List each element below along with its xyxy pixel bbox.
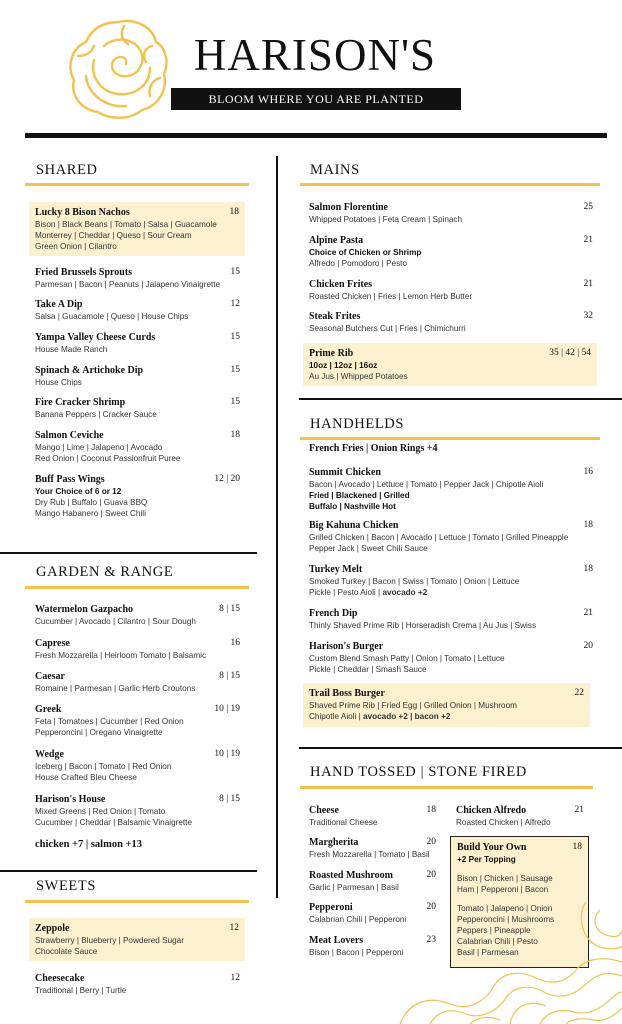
item-description: Smoked Turkey | Bacon | Swiss | Tomato | Onion | Lettuce [309, 577, 520, 586]
menu-item [309, 804, 436, 828]
item-price: 32 [583, 311, 593, 321]
item-name: Alpine Pasta [309, 235, 364, 246]
item-price: 18 [230, 430, 240, 440]
topping-list: Pepperoncini | Mushrooms [457, 915, 555, 924]
item-name: Harison's House [35, 794, 106, 805]
item-price: 8 | 15 [219, 604, 240, 614]
item-description: Bison | Black Beans | Tomato | Salsa | Guacamole [35, 220, 217, 229]
topping-list: Tomato | Jalapeno | Onion [457, 904, 553, 913]
section-underline [25, 183, 249, 186]
item-upcharge: avocado +2 | bacon +2 [363, 712, 451, 721]
item-name: Buff Pass Wings [35, 474, 105, 485]
item-name: Steak Frites [309, 311, 361, 322]
menu-item [35, 793, 240, 828]
item-description: Chocolate Sauce [35, 947, 98, 956]
section-title-mains: MAINS [310, 162, 360, 178]
item-name: Lucky 8 Bison Nachos [35, 207, 130, 218]
item-name: Yampa Valley Cheese Curds [35, 332, 156, 343]
item-description: Red Onion | Coconut Passionfruit Puree [35, 454, 181, 463]
item-price: 21 [583, 608, 593, 618]
menu-item [35, 473, 240, 519]
item-price: 21 [583, 235, 593, 245]
item-price: 21 [574, 805, 584, 815]
item-price: 25 [583, 202, 593, 212]
item-description: Mango Habanero | Sweet Chili [35, 509, 146, 518]
item-name: Fire Cracker Shrimp [35, 397, 126, 408]
item-description: Roasted Chicken | Fries | Lemon Herb Butter [309, 292, 473, 301]
item-option: +2 Per Topping [457, 855, 516, 864]
item-description: Fresh Mozzarella | Tomato | Basil [309, 850, 430, 859]
item-name: Prime Rib [309, 348, 354, 359]
section-title-garden: GARDEN & RANGE [36, 564, 174, 580]
item-description: Traditional | Berry | Turtle [35, 986, 127, 995]
menu-item [35, 972, 240, 996]
item-price: 18 [583, 564, 593, 574]
item-description: Cucumber | Cheddar | Balsamic Vinaigrette [35, 818, 193, 827]
section-divider [0, 870, 257, 872]
item-name: Meat Lovers [309, 935, 364, 946]
handheld-sides: French Fries | Onion Rings +4 [309, 443, 438, 454]
item-description-text: Pickle | Pesto Aioli | [309, 588, 383, 597]
menu-item [309, 466, 593, 512]
item-name: Take A Dip [35, 299, 83, 310]
item-price: 22 [574, 688, 584, 698]
item-price: 18 [583, 520, 593, 530]
item-name: Trail Boss Burger [309, 688, 385, 699]
section-divider [299, 747, 622, 749]
item-description: House Crafted Bleu Cheese [35, 773, 137, 782]
topping-list: Basil | Parmesan [457, 948, 519, 957]
item-description: Green Onion | Cilantro [35, 242, 117, 251]
item-name: Cheesecake [35, 973, 85, 984]
section-divider [299, 398, 622, 400]
menu-item [35, 637, 240, 661]
menu-item [309, 869, 436, 893]
item-name: Caesar [35, 671, 65, 682]
item-description: Pepperoncini | Oregano Vinaigrette [35, 728, 163, 737]
item-description: Cucumber | Avocado | Cilantro | Sour Dough [35, 617, 196, 626]
section-underline [300, 183, 600, 186]
topping-list: Ham | Pepperoni | Bacon [457, 885, 549, 894]
item-description: Whipped Potatoes | Feta Cream | Spinach [309, 215, 463, 224]
item-option: Choice of Chicken or Shrimp [309, 248, 422, 257]
section-underline [25, 586, 249, 589]
item-name: Build Your Own [457, 842, 527, 853]
section-divider [0, 552, 257, 554]
item-description: Romaine | Parmesan | Garlic Herb Croutons [35, 684, 196, 693]
menu-item [35, 703, 240, 738]
topping-list: Peppers | Pineapple [457, 926, 531, 935]
item-description: House Made Ranch [35, 345, 108, 354]
item-description: Strawberry | Blueberry | Powdered Sugar [35, 936, 184, 945]
item-price: 10 | 19 [214, 704, 240, 714]
item-description: Pickle | Cheddar | Smash Sauce [309, 665, 427, 674]
header-divider [25, 133, 607, 138]
item-description: Mixed Greens | Red Onion | Tomato [35, 807, 166, 816]
item-description: Traditional Cheese [309, 818, 378, 827]
item-price: 20 [426, 902, 436, 912]
item-description: Parmesan | Bacon | Peanuts | Jalapeno Vinaigrette [35, 280, 221, 289]
item-description: Custom Blend Smash Patty | Onion | Tomato | Lettuce [309, 654, 505, 663]
menu-item [456, 804, 584, 828]
item-description: Calabrian Chili | Pepperoni [309, 915, 407, 924]
item-price: 23 [426, 935, 436, 945]
menu-item [309, 563, 593, 598]
item-name: Caprese [35, 638, 70, 649]
menu-item [309, 519, 593, 554]
menu-item [35, 670, 240, 694]
menu-item [309, 607, 593, 631]
item-price: 21 [583, 279, 593, 289]
section-title-pizza: HAND TOSSED | STONE FIRED [310, 764, 527, 780]
item-description: Thinly Shaved Prime Rib | Horseradish Crema | Au Jus | Swiss [309, 621, 537, 630]
item-description: Alfredo | Pomodoro | Pesto [309, 259, 408, 268]
tagline: BLOOM WHERE YOU ARE PLANTED [171, 88, 461, 110]
restaurant-name: HARISON'S [193, 30, 437, 80]
section-title-handhelds: HANDHELDS [310, 416, 405, 432]
item-name: Fried Brussels Sprouts [35, 267, 133, 278]
item-name: Spinach & Artichoke Dip [35, 365, 144, 376]
section-title-sweets: SWEETS [36, 878, 96, 894]
item-description: Garlic | Parmesan | Basil [309, 883, 399, 892]
menu-item [35, 429, 240, 464]
item-price: 16 [583, 467, 593, 477]
menu-item [35, 331, 240, 355]
item-price: 15 [230, 397, 240, 407]
menu-item [309, 310, 593, 334]
item-name: Watermelon Gazpacho [35, 604, 134, 615]
item-name: Chicken Frites [309, 279, 373, 290]
item-name: Cheese [309, 805, 339, 816]
item-description: Iceberg | Bacon | Tomato | Red Onion [35, 762, 172, 771]
item-description: Shaved Prime Rib | Fried Egg | Grilled Onion | Mushroom [309, 701, 517, 710]
item-price: 18 [426, 805, 436, 815]
item-name: Summit Chicken [309, 467, 381, 478]
item-price: 8 | 15 [219, 671, 240, 681]
item-price: 20 [426, 837, 436, 847]
item-description [309, 711, 584, 722]
item-name: Greek [35, 704, 62, 715]
item-description: Bacon | Avocado | Lettuce | Tomato | Pepper Jack | Chipotle Aioli [309, 480, 544, 489]
section-underline [25, 900, 249, 903]
item-name: Big Kahuna Chicken [309, 520, 399, 531]
menu-item [309, 201, 593, 225]
item-description: Monterrey | Cheddar | Queso | Sour Cream [35, 231, 192, 240]
item-name: Harison's Burger [309, 641, 384, 652]
item-name: Salmon Ceviche [35, 430, 104, 441]
item-price: 35 | 42 | 54 [549, 348, 591, 358]
item-option: Your Choice of 6 or 12 [35, 487, 122, 496]
item-price: 18 [572, 842, 582, 852]
section-title-shared: SHARED [36, 162, 98, 178]
menu-item [29, 918, 245, 961]
item-name: Zeppole [35, 923, 70, 934]
item-description: House Chips [35, 378, 82, 387]
item-price: 12 | 20 [214, 474, 240, 484]
item-name: Turkey Melt [309, 564, 363, 575]
menu-item [35, 266, 240, 290]
item-upcharge: avocado +2 [382, 588, 428, 597]
item-price: 16 [230, 638, 240, 648]
menu-item [35, 364, 240, 388]
item-description: Grilled Chicken | Bacon | Avocado | Lettuce | Tomato | Grilled Pineapple [309, 533, 569, 542]
item-option: Fried | Blackened | Grilled [309, 491, 410, 500]
item-price: 8 | 15 [219, 794, 240, 804]
menu-item [35, 298, 240, 322]
item-price: 20 [583, 641, 593, 651]
menu-item [309, 234, 593, 269]
section-underline [300, 437, 600, 440]
menu-item [309, 278, 593, 302]
item-price: 18 [229, 207, 239, 217]
item-description-text: Chipotle Aioli | [309, 712, 364, 721]
item-name: Roasted Mushroom [309, 870, 393, 881]
item-description: Salsa | Guacamole | Queso | House Chips [35, 312, 189, 321]
item-description: Pepper Jack | Sweet Chili Sauce [309, 544, 428, 553]
item-description: Roasted Chicken | Alfredo [456, 818, 551, 827]
menu-item [303, 343, 597, 386]
item-description: Au Jus | Whipped Potatoes [309, 372, 408, 381]
item-name: Wedge [35, 749, 64, 760]
item-name: Margherita [309, 837, 359, 848]
item-name: Salmon Florentine [309, 202, 388, 213]
rose-icon [64, 16, 174, 124]
item-option: Buffalo | Nashville Hot [309, 502, 396, 511]
item-description: Seasonal Butchers Cut | Fries | Chimichurri [309, 324, 466, 333]
item-price: 20 [426, 870, 436, 880]
item-name: Pepperoni [309, 902, 353, 913]
item-description: Bison | Bacon | Pepperoni [309, 948, 404, 957]
item-option: 10oz | 12oz | 16oz [309, 361, 378, 370]
item-description: Feta | Tomatoes | Cucumber | Red Onion [35, 717, 184, 726]
item-price: 10 | 19 [214, 749, 240, 759]
item-description: Mango | Lime | Jalapeno | Avocado [35, 443, 163, 452]
menu-item [35, 603, 240, 627]
item-price: 12 [230, 973, 240, 983]
salad-addons: chicken +7 | salmon +13 [35, 839, 143, 850]
item-description: Dry Rub | Buffalo | Guava BBQ [35, 498, 148, 507]
item-description: Banana Peppers | Cracker Sauce [35, 410, 157, 419]
item-price: 12 [230, 299, 240, 309]
menu-item [35, 396, 240, 420]
item-name: Chicken Alfredo [456, 805, 527, 816]
topping-list: Calabrian Chili | Pesto [457, 937, 538, 946]
item-name: French Dip [309, 608, 358, 619]
topping-list: Bison | Chicken | Sausage [457, 874, 553, 883]
item-description [309, 587, 593, 598]
menu-item [309, 836, 436, 860]
menu-item [29, 202, 245, 256]
menu-item [303, 683, 590, 727]
decorative-swirl [390, 900, 622, 1024]
item-price: 15 [230, 365, 240, 375]
menu-item [35, 748, 240, 783]
item-price: 15 [230, 267, 240, 277]
column-divider [276, 156, 278, 898]
item-price: 15 [230, 332, 240, 342]
menu-item [309, 640, 593, 675]
item-price: 12 [229, 923, 239, 933]
section-underline [300, 786, 593, 789]
item-description: Fresh Mozzarella | Heirloom Tomato | Balsamic [35, 651, 207, 660]
